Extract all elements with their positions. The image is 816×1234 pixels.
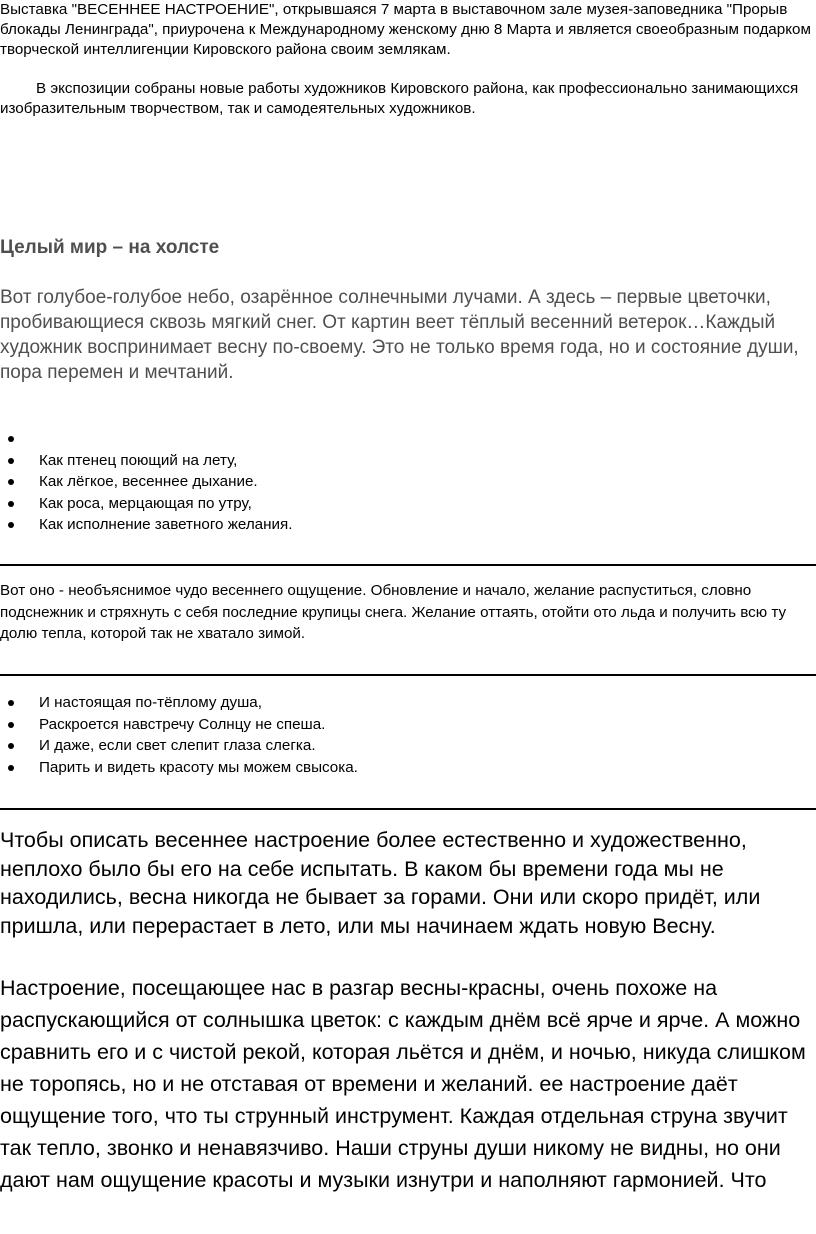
list-item — [0, 514, 292, 536]
list-item-text: Раскроется навстречу Солнцу не спеша. — [39, 715, 326, 733]
section-paragraph: Вот голубое-голубое небо, озарённое солнечными лучами. А здесь – первые цветочки, пробивающиеся сквозь мягкий снег. От картин веет тёплый весенний ветерок…Каждый художник воспринимает весну по-своему. Это не только время года, но и состояние души, пора перемен и мечтаний. — [0, 287, 799, 383]
list-item — [0, 428, 292, 450]
intro-paragraph: Выставка "ВЕСЕННЕЕ НАСТРОЕНИЕ", открывшаяся 7 марта в выставочном зале музея-заповедника "Прорыв блокады Ленинграда", приурочена к Международному женскому дню 8 Марта и является своеобразным подарком творческой интеллигенции Кировского района своим землякам. — [0, 1, 811, 58]
horizontal-divider — [0, 564, 816, 566]
list-item — [0, 735, 358, 757]
spring-feeling-paragraph: Вот оно - необъяснимое чудо весеннего ощущение. Обновление и начало, желание распуститься, словно подснежник и стряхнуть с себя последние крупицы снега. Желание оттаять, отойти ото льда и получить всю ту долю тепла, которой так не хватало зимой. — [0, 582, 787, 642]
bullet-icon — [8, 765, 14, 771]
bullet-icon — [8, 458, 14, 464]
list-item — [0, 714, 358, 736]
bullet-icon — [8, 722, 14, 728]
list-item-text: Как исполнение заветного желания. — [39, 516, 293, 533]
describe-mood-paragraph: Чтобы описать весеннее настроение более естественно и художественно, неплохо было бы его на себе испытать. В каком бы времени года мы не находились, весна никогда не бывает за горами. Они или скоро придёт, или пришла, или перерастает в лето, или мы начинаем ждать новую Весну. — [0, 828, 761, 938]
bullet-icon — [8, 479, 14, 485]
mood-comparison-paragraph: Настроение, посещающее нас в разгар весны-красны, очень похоже на распускающийся от солнышка цветок: с каждым днём всё ярче и ярче. А можно сравнить его и с чистой рекой, которая льётся и днём, и ночью, никуда слишком не торопясь, но и не отставая от времени и желаний. ее настроение даёт ощущение того, что ты струнный инструмент. Каждая отдельная струна звучит так тепло, звонко и ненавязчиво. Наши струны души никому не видны, но они дают нам ощущение красоты и музыки изнутри и наполняют гармонией. Что — [0, 976, 806, 1192]
poem-list-1 — [0, 428, 292, 536]
bullet-icon — [8, 743, 14, 749]
bullet-icon — [8, 436, 14, 442]
list-item — [0, 757, 358, 779]
exposition-paragraph: В экспозиции собраны новые работы художников Кировского района, как профессионально занимающихся изобразительным творчеством, так и самодеятельных художников. — [0, 80, 799, 117]
section-heading: Целый мир – на холсте — [0, 237, 220, 258]
list-item-text: И даже, если свет слепит глаза слегка. — [39, 737, 316, 754]
poem-list-2 — [0, 692, 358, 778]
bullet-icon — [8, 522, 14, 528]
list-item-text: Как лёгкое, весеннее дыхание. — [39, 473, 258, 490]
list-item-text: Как роса, мерцающая по утру, — [39, 494, 252, 512]
list-item-text: Как птенец поющий на лету, — [39, 451, 238, 469]
list-item — [0, 471, 292, 493]
horizontal-divider — [0, 674, 816, 676]
list-item — [0, 450, 292, 472]
bullet-icon — [8, 700, 14, 706]
list-item — [0, 692, 358, 714]
bullet-icon — [8, 501, 14, 507]
list-item-text: Парить и видеть красоту мы можем свысока. — [39, 758, 358, 776]
list-item — [0, 493, 292, 515]
list-item-text: И настоящая по-тёплому душа, — [39, 694, 262, 711]
horizontal-divider — [0, 808, 816, 810]
